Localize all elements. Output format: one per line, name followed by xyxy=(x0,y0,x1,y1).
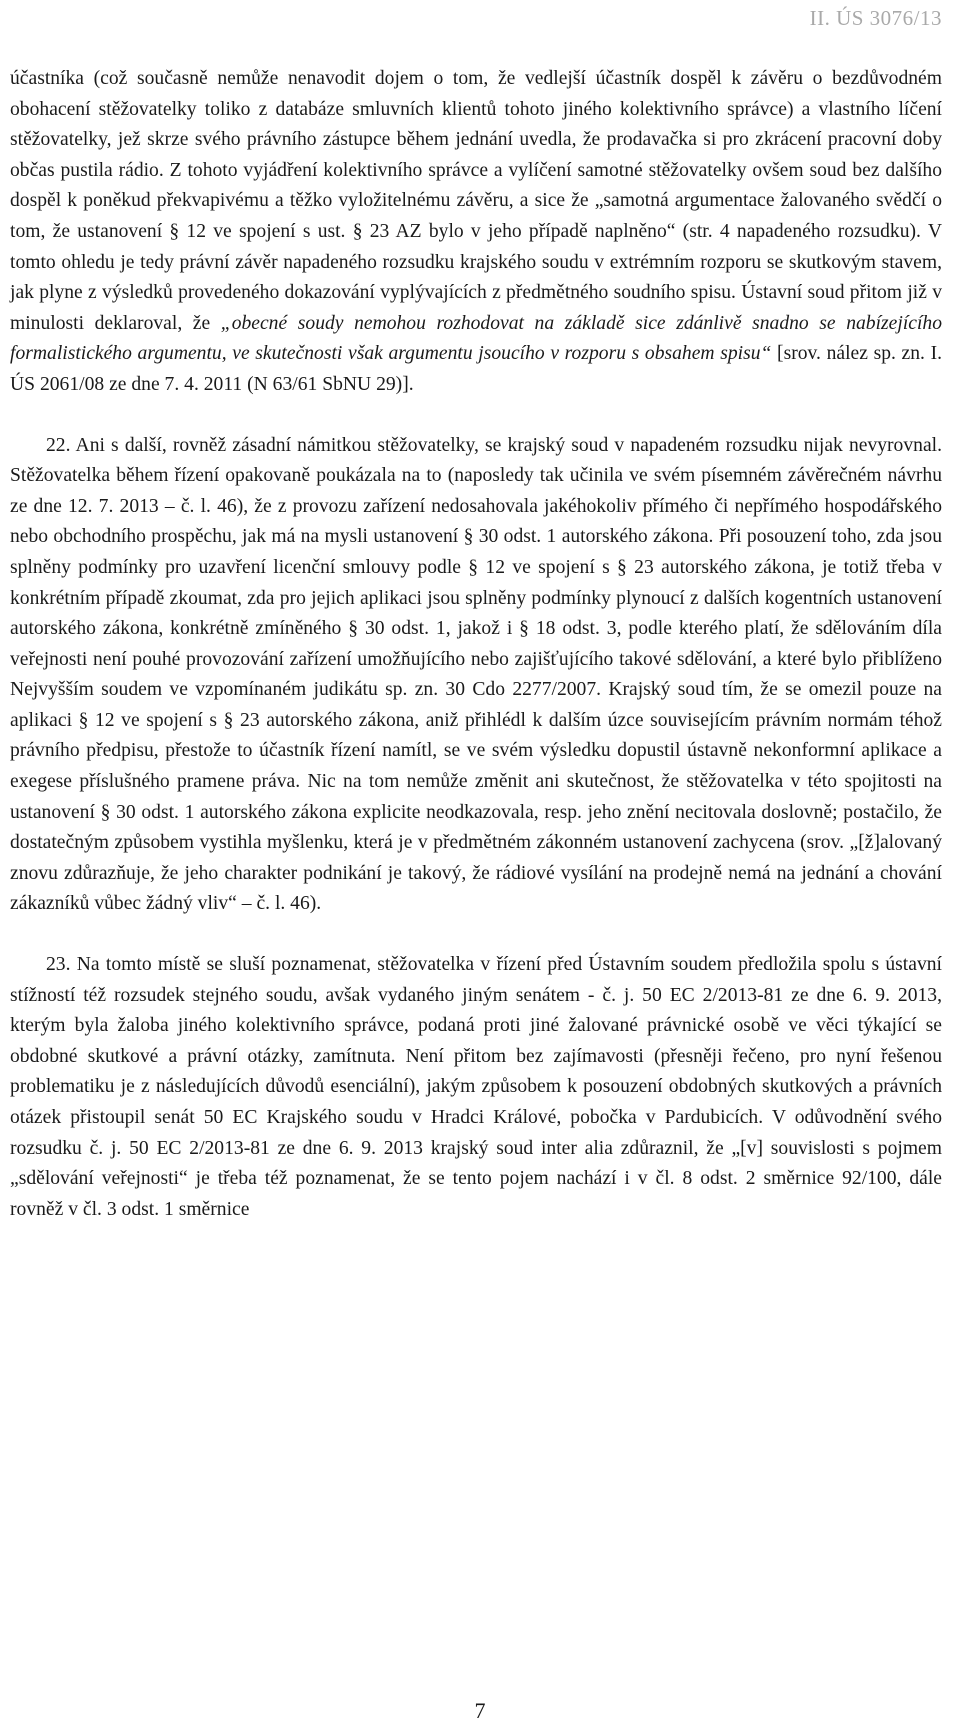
page-number: 7 xyxy=(474,1698,486,1723)
paragraph-23: 23. Na tomto místě se sluší poznamenat, stěžovatelka v řízení před Ústavním soudem předložila spolu s ústavní stížností též rozsudek stejného soudu, avšak vydaného jiným senátem - č. j. 50 EC 2/2013-81 ze dne 6. 9. 2013, kterým byla žaloba jiného kolektivního správce, podaná proti jiné žalované právnické osobě ve věci týkající se obdobné skutkové a právní otázky, zamítnuta. Není přitom bez zajímavosti (přesněji řečeno, pro nyní řešenou problematiku je z následujících důvodů esenciální), jakým způsobem k posouzení obdobných skutkových a právních otázek přistoupil senát 50 EC Krajského soudu v Hradci Králové, pobočka v Pardubicích. V odůvodnění svého rozsudku č. j. 50 EC 2/2013-81 ze dne 6. 9. 2013 krajský soud inter alia zdůraznil, že „[v] souvislosti s pojmem „sdělování veřejnosti“ je třeba též poznamenat, že se tento pojem nachází i v čl. 8 odst. 2 směrnice 92/100, dále rovněž v čl. 3 odst. 1 směrnice xyxy=(10,954,942,1220)
paragraph-continuation xyxy=(10,64,942,401)
paragraph-text: účastníka (což současně nemůže nenavodit dojem o tom, že vedlejší účastník dospěl k závěru o bezdůvodném obohacení stěžovatelky toliko z databáze smluvních klientů tohoto jiného kolektivního správce) a vlastního líčení stěžovatelky, jež skrze svého právního zástupce během jednání uvedla, že prodavačka si pro zkrácení pracovní doby občas pustila rádio. Z tohoto vyjádření kolektivního správce a vylíčení samotné stěžovatelky ovšem soud bez dalšího dospěl k poněkud překvapivému a těžko vyložitelnému závěru, a sice že „samotná argumentace žalovaného svědčí o tom, že ustanovení § 12 ve spojení s ust. § 23 AZ bylo v jeho případě naplněno“ (str. 4 napadeného rozsudku). V tomto ohledu je tedy právní závěr napadeného rozsudku krajského soudu v extrémním rozporu se skutkovým stavem, jak plyne z výsledků provedeného dokazování vyplývajících z předmětného soudního spisu. Ústavní soud přitom již v minulosti deklaroval, že xyxy=(10,68,942,334)
quoted-judgment: „obecné soudy nemohou rozhodovat na základě sice zdánlivě snadno se nabízejícího formalistického argumentu, ve skutečnosti však argumentu jsoucího v rozporu s obsahem spisu“ xyxy=(10,312,942,365)
paragraph-22: 22. Ani s další, rovněž zásadní námitkou stěžovatelky, se krajský soud v napadeném rozsudku nijak nevyrovnal. Stěžovatelka během řízení opakovaně poukázala na to (naposledy tak učinila ve svém písemném závěrečném návrhu ze dne 12. 7. 2013 – č. l. 46), že z provozu zařízení nedosahovala jakéhokoliv přímého či nepřímého hospodářského nebo obchodního prospěchu, jak má na mysli ustanovení § 30 odst. 1 autorského zákona. Při posouzení toho, zda jsou splněny podmínky pro uzavření licenční smlouvy podle § 12 ve spojení s § 23 autorského zákona, je totiž třeba v konkrétním případě zkoumat, zda pro jejich aplikaci jsou splněny podmínky plynoucí z dalších kogentních ustanovení autorského zákona, konkrétně zmíněného § 30 odst. 1, jakož i § 18 odst. 3, podle kterého platí, že sdělováním díla veřejnosti není pouhé provozování zařízení umožňujícího nebo zajišťujícího takové sdělování, a které bylo přiblíženo Nejvyšším soudem ve vzpomínaném judikátu sp. zn. 30 Cdo 2277/2007. Krajský soud tím, že se omezil pouze na aplikaci § 12 ve spojení s § 23 autorského zákona, aniž přihlédl k dalším úzce souvisejícím právním normám téhož právního předpisu, přestože to účastník řízení namítl, se ve svém výsledku dopustil ústavně nekonformní aplikace a exegese příslušného pramene práva. Nic na tom nemůže změnit ani skutečnost, že stěžovatelka v této spojitosti na ustanovení § 30 odst. 1 autorského zákona explicite neodkazovala, resp. jeho znění necitovala doslovně; postačilo, že dostatečným způsobem vystihla myšlenku, která je v předmětném zákonném ustanovení zachycena (srov. „[ž]alovaný znovu zdůrazňuje, že jeho charakter podnikání je takový, že rádiové vysílání na prodejně nemá na jednání a chování zákazníků vůbec žádný vliv“ – č. l. 46). xyxy=(10,434,942,915)
case-number-header: II. ÚS 3076/13 xyxy=(809,6,942,30)
document-body xyxy=(10,64,942,1225)
paragraph-citation: [srov. nález sp. zn. I. ÚS 2061/08 ze dne 7. 4. 2011 (N 63/61 SbNU 29)]. xyxy=(10,343,942,395)
